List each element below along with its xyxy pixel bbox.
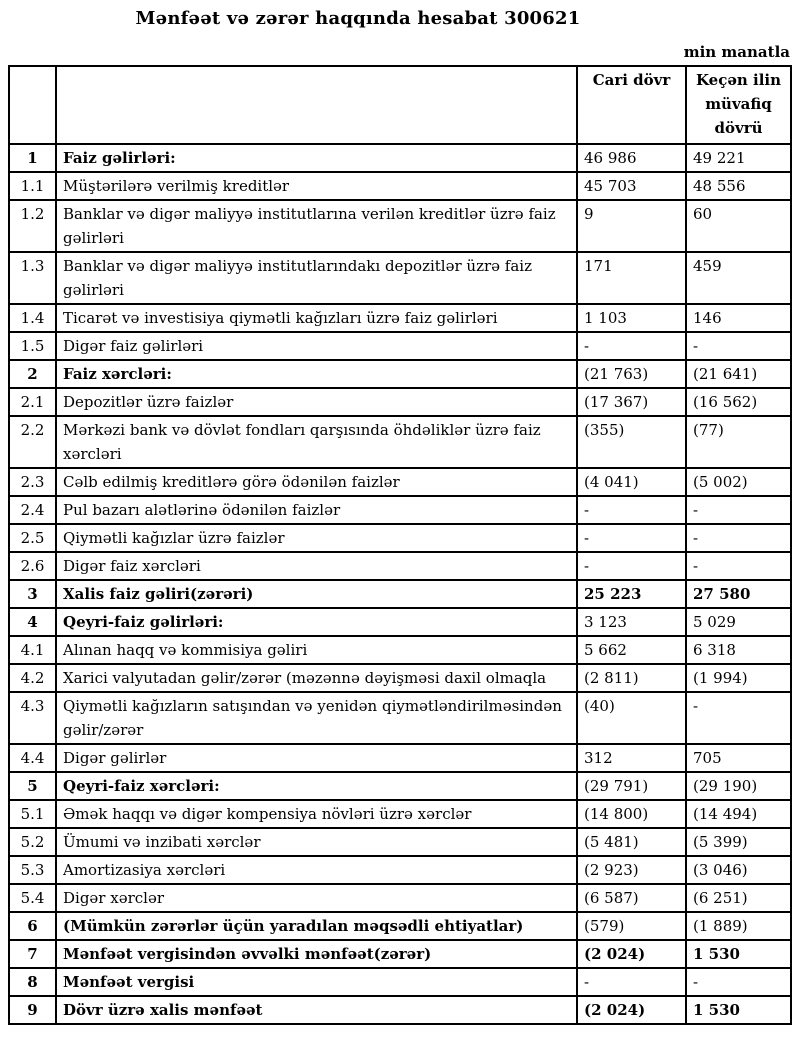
table-row bbox=[9, 608, 791, 636]
previous-value-cell: (1 889) bbox=[686, 912, 791, 940]
table-row bbox=[9, 580, 791, 608]
current-value-cell: 25 223 bbox=[577, 580, 686, 608]
row-label-cell: Dövr üzrə xalis mənfəət bbox=[56, 996, 577, 1024]
previous-value-cell: 49 221 bbox=[686, 144, 791, 172]
previous-value-cell: 60 bbox=[686, 200, 791, 252]
row-label-cell: Müştərilərə verilmiş kreditlər bbox=[56, 172, 577, 200]
current-value-cell: 9 bbox=[577, 200, 686, 252]
row-label-cell: Banklar və digər maliyyə institutlarındakı depozitlər üzrə faiz gəlirləri bbox=[56, 252, 577, 304]
row-number-cell: 2 bbox=[9, 360, 56, 388]
table-row bbox=[9, 360, 791, 388]
current-value-cell: (21 763) bbox=[577, 360, 686, 388]
previous-value-cell: - bbox=[686, 692, 791, 744]
previous-value-cell: (6 251) bbox=[686, 884, 791, 912]
row-number-cell: 5.3 bbox=[9, 856, 56, 884]
table-row bbox=[9, 524, 791, 552]
previous-value-cell: 48 556 bbox=[686, 172, 791, 200]
row-label-cell: Alınan haqq və kommisiya gəliri bbox=[56, 636, 577, 664]
current-value-cell: - bbox=[577, 496, 686, 524]
previous-value-cell: - bbox=[686, 524, 791, 552]
row-number-cell: 2.2 bbox=[9, 416, 56, 468]
current-value-cell: (5 481) bbox=[577, 828, 686, 856]
previous-value-cell: 705 bbox=[686, 744, 791, 772]
previous-value-cell: 1 530 bbox=[686, 996, 791, 1024]
row-label-cell: Ümumi və inzibati xərclər bbox=[56, 828, 577, 856]
table-header-row bbox=[9, 66, 791, 144]
row-number-cell: 5.4 bbox=[9, 884, 56, 912]
row-number-cell: 9 bbox=[9, 996, 56, 1024]
current-value-cell: (579) bbox=[577, 912, 686, 940]
current-value-cell: 5 662 bbox=[577, 636, 686, 664]
current-value-cell: 1 103 bbox=[577, 304, 686, 332]
table-row bbox=[9, 552, 791, 580]
current-value-cell: (2 024) bbox=[577, 940, 686, 968]
table-row bbox=[9, 692, 791, 744]
table-row bbox=[9, 416, 791, 468]
table-row bbox=[9, 772, 791, 800]
table-row bbox=[9, 664, 791, 692]
previous-value-cell: 6 318 bbox=[686, 636, 791, 664]
row-label-cell: Ticarət və investisiya qiymətli kağızları üzrə faiz gəlirləri bbox=[56, 304, 577, 332]
table-row bbox=[9, 800, 791, 828]
previous-value-cell: (16 562) bbox=[686, 388, 791, 416]
table-row bbox=[9, 332, 791, 360]
row-label-cell: Cəlb edilmiş kreditlərə görə ödənilən faizlər bbox=[56, 468, 577, 496]
current-value-cell: 46 986 bbox=[577, 144, 686, 172]
header-current-period: Cari dövr bbox=[577, 66, 686, 144]
table-row bbox=[9, 172, 791, 200]
row-number-cell: 1.4 bbox=[9, 304, 56, 332]
row-label-cell: (Mümkün zərərlər üçün yaradılan məqsədli ehtiyatlar) bbox=[56, 912, 577, 940]
table-row bbox=[9, 996, 791, 1024]
current-value-cell: (2 024) bbox=[577, 996, 686, 1024]
current-value-cell: (355) bbox=[577, 416, 686, 468]
row-label-cell: Digər xərclər bbox=[56, 884, 577, 912]
table-row bbox=[9, 144, 791, 172]
previous-value-cell: (21 641) bbox=[686, 360, 791, 388]
row-label-cell: Əmək haqqı və digər kompensiya növləri üzrə xərclər bbox=[56, 800, 577, 828]
table-row bbox=[9, 200, 791, 252]
row-label-cell: Banklar və digər maliyyə institutlarına verilən kreditlər üzrə faiz gəlirləri bbox=[56, 200, 577, 252]
table-row bbox=[9, 828, 791, 856]
row-label-cell: Pul bazarı alətlərinə ödənilən faizlər bbox=[56, 496, 577, 524]
table-row bbox=[9, 856, 791, 884]
row-label-cell: Mərkəzi bank və dövlət fondları qarşısında öhdəliklər üzrə faiz xərcləri bbox=[56, 416, 577, 468]
row-number-cell: 1.2 bbox=[9, 200, 56, 252]
current-value-cell: (4 041) bbox=[577, 468, 686, 496]
current-value-cell: - bbox=[577, 968, 686, 996]
profit-loss-table bbox=[8, 65, 792, 1025]
table-row bbox=[9, 468, 791, 496]
table-row bbox=[9, 744, 791, 772]
previous-value-cell: - bbox=[686, 552, 791, 580]
row-number-cell: 4.4 bbox=[9, 744, 56, 772]
current-value-cell: - bbox=[577, 524, 686, 552]
table-row bbox=[9, 252, 791, 304]
row-number-cell: 2.3 bbox=[9, 468, 56, 496]
row-number-cell: 3 bbox=[9, 580, 56, 608]
previous-value-cell: (29 190) bbox=[686, 772, 791, 800]
previous-value-cell: 27 580 bbox=[686, 580, 791, 608]
row-number-cell: 1 bbox=[9, 144, 56, 172]
current-value-cell: (6 587) bbox=[577, 884, 686, 912]
header-previous-period: Keçən ilin müvafiq dövrü bbox=[686, 66, 791, 144]
table-row bbox=[9, 884, 791, 912]
row-number-cell: 5.1 bbox=[9, 800, 56, 828]
header-name-cell bbox=[56, 66, 577, 144]
current-value-cell: (40) bbox=[577, 692, 686, 744]
row-number-cell: 1.3 bbox=[9, 252, 56, 304]
row-label-cell: Mənfəət vergisindən əvvəlki mənfəət(zərər) bbox=[56, 940, 577, 968]
row-label-cell: Amortizasiya xərcləri bbox=[56, 856, 577, 884]
previous-value-cell: - bbox=[686, 968, 791, 996]
current-value-cell: 312 bbox=[577, 744, 686, 772]
table-row bbox=[9, 304, 791, 332]
row-number-cell: 2.4 bbox=[9, 496, 56, 524]
table-row bbox=[9, 912, 791, 940]
row-number-cell: 5.2 bbox=[9, 828, 56, 856]
previous-value-cell: (5 399) bbox=[686, 828, 791, 856]
previous-value-cell: 459 bbox=[686, 252, 791, 304]
current-value-cell: (2 811) bbox=[577, 664, 686, 692]
current-value-cell: - bbox=[577, 332, 686, 360]
row-number-cell: 4.2 bbox=[9, 664, 56, 692]
row-label-cell: Xarici valyutadan gəlir/zərər (məzənnə dəyişməsi daxil olmaqla bbox=[56, 664, 577, 692]
header-number-cell bbox=[9, 66, 56, 144]
row-number-cell: 6 bbox=[9, 912, 56, 940]
row-number-cell: 4.1 bbox=[9, 636, 56, 664]
current-value-cell: (14 800) bbox=[577, 800, 686, 828]
page-title: Mənfəət və zərər haqqında hesabat 300621 bbox=[135, 8, 581, 29]
row-number-cell: 7 bbox=[9, 940, 56, 968]
row-label-cell: Qiymətli kağızların satışından və yenidən qiymətləndirilməsindən gəlir/zərər bbox=[56, 692, 577, 744]
row-number-cell: 2.5 bbox=[9, 524, 56, 552]
row-label-cell: Digər faiz xərcləri bbox=[56, 552, 577, 580]
previous-value-cell: 5 029 bbox=[686, 608, 791, 636]
row-label-cell: Depozitlər üzrə faizlər bbox=[56, 388, 577, 416]
previous-value-cell: (1 994) bbox=[686, 664, 791, 692]
table-row bbox=[9, 636, 791, 664]
unit-note: min manatla bbox=[683, 43, 790, 61]
current-value-cell: (2 923) bbox=[577, 856, 686, 884]
current-value-cell: (17 367) bbox=[577, 388, 686, 416]
table-row bbox=[9, 940, 791, 968]
row-number-cell: 4.3 bbox=[9, 692, 56, 744]
previous-value-cell: 146 bbox=[686, 304, 791, 332]
previous-value-cell: 1 530 bbox=[686, 940, 791, 968]
row-label-cell: Digər faiz gəlirləri bbox=[56, 332, 577, 360]
row-label-cell: Digər gəlirlər bbox=[56, 744, 577, 772]
current-value-cell: 45 703 bbox=[577, 172, 686, 200]
row-label-cell: Faiz gəlirləri: bbox=[56, 144, 577, 172]
current-value-cell: - bbox=[577, 552, 686, 580]
row-label-cell: Xalis faiz gəliri(zərəri) bbox=[56, 580, 577, 608]
table-row bbox=[9, 496, 791, 524]
row-label-cell: Qeyri-faiz xərcləri: bbox=[56, 772, 577, 800]
row-number-cell: 1.5 bbox=[9, 332, 56, 360]
row-number-cell: 5 bbox=[9, 772, 56, 800]
previous-value-cell: - bbox=[686, 332, 791, 360]
table-row bbox=[9, 968, 791, 996]
previous-value-cell: (14 494) bbox=[686, 800, 791, 828]
row-number-cell: 2.1 bbox=[9, 388, 56, 416]
previous-value-cell: (77) bbox=[686, 416, 791, 468]
previous-value-cell: - bbox=[686, 496, 791, 524]
current-value-cell: (29 791) bbox=[577, 772, 686, 800]
row-number-cell: 2.6 bbox=[9, 552, 56, 580]
current-value-cell: 171 bbox=[577, 252, 686, 304]
row-number-cell: 8 bbox=[9, 968, 56, 996]
report-page bbox=[0, 8, 800, 1038]
previous-value-cell: (3 046) bbox=[686, 856, 791, 884]
row-label-cell: Qeyri-faiz gəlirləri: bbox=[56, 608, 577, 636]
current-value-cell: 3 123 bbox=[577, 608, 686, 636]
row-label-cell: Mənfəət vergisi bbox=[56, 968, 577, 996]
row-label-cell: Qiymətli kağızlar üzrə faizlər bbox=[56, 524, 577, 552]
previous-value-cell: (5 002) bbox=[686, 468, 791, 496]
row-number-cell: 1.1 bbox=[9, 172, 56, 200]
row-label-cell: Faiz xərcləri: bbox=[56, 360, 577, 388]
row-number-cell: 4 bbox=[9, 608, 56, 636]
table-row bbox=[9, 388, 791, 416]
